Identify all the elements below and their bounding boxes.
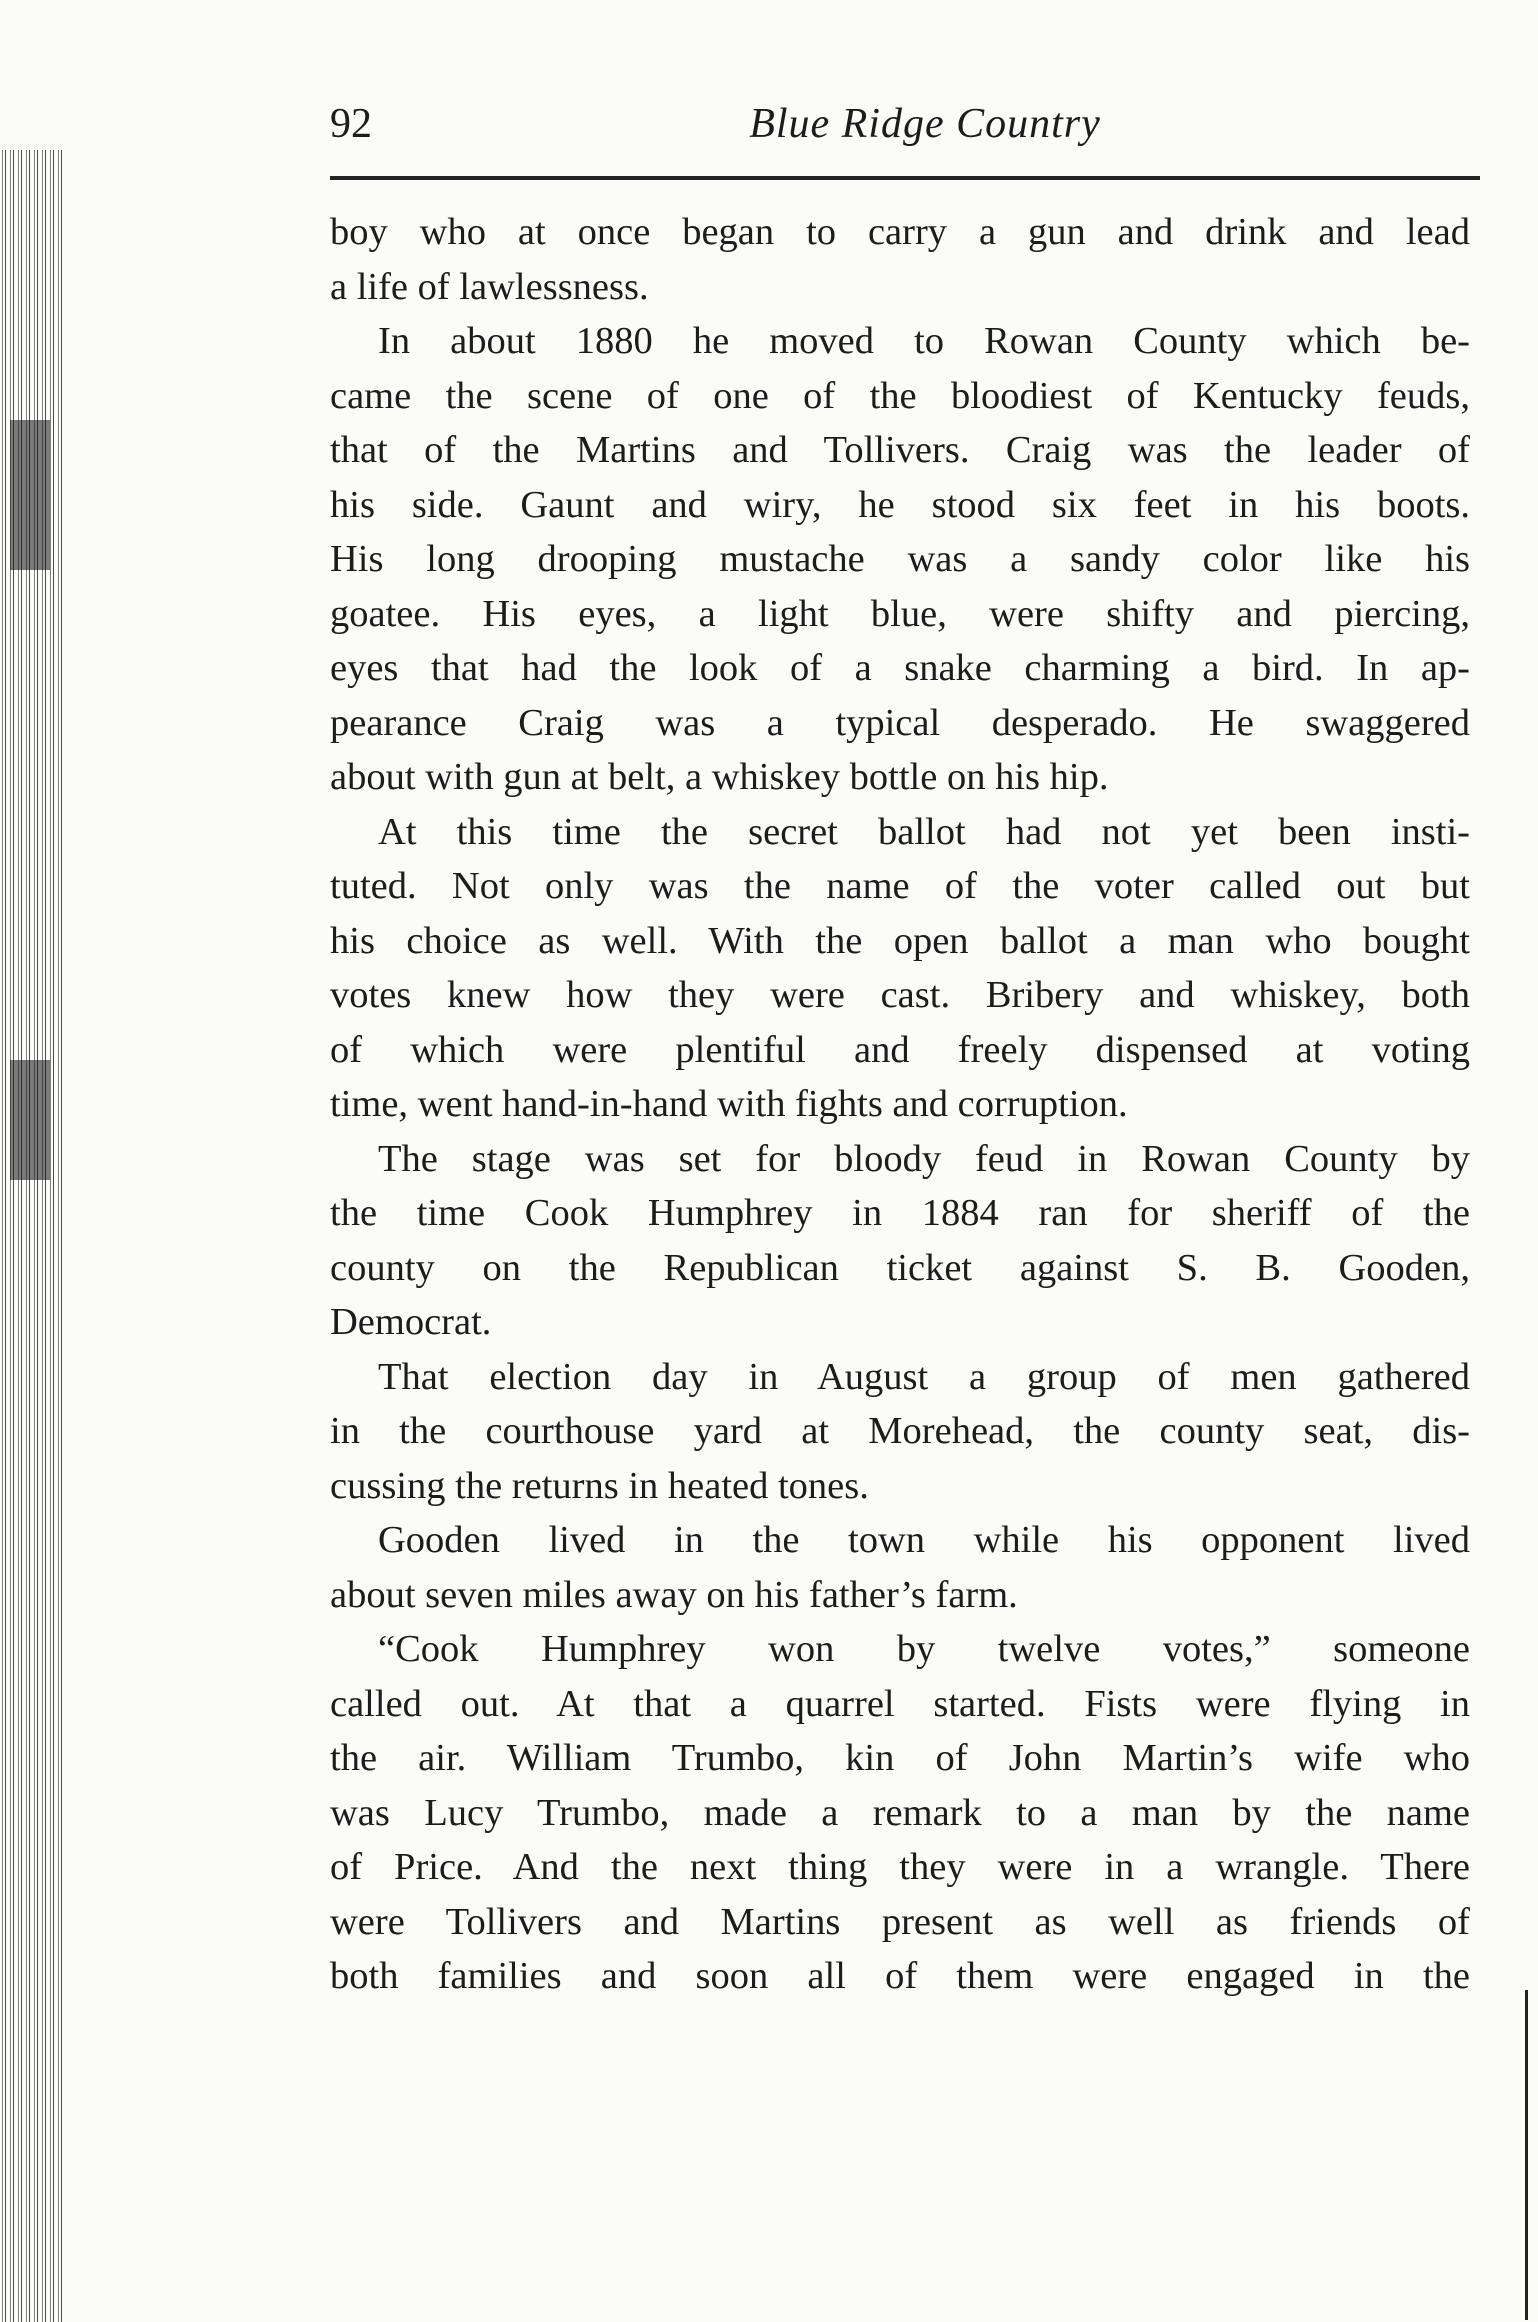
text-line: eyes that had the look of a snake charming a bird. In ap-	[330, 647, 1470, 689]
text-line: of which were plentiful and freely dispensed at voting	[330, 1028, 1470, 1071]
text-line: In about 1880 he moved to Rowan County which be-	[378, 320, 1470, 362]
text-line: boy who at once began to carry a gun and drink and lead	[330, 211, 1470, 253]
paragraph	[330, 1513, 1470, 1622]
text-line: his side. Gaunt and wiry, he stood six feet in his boots.	[330, 483, 1470, 526]
paragraph	[330, 805, 1470, 1132]
text-line: goatee. His eyes, a light blue, were shifty and piercing,	[330, 592, 1470, 635]
text-line: the air. William Trumbo, kin of John Martin’s wife who	[330, 1737, 1470, 1779]
text-line: both families and soon all of them were engaged in the	[330, 1955, 1470, 1997]
text-line: His long drooping mustache was a sandy color like his	[330, 538, 1470, 580]
text-line: called out. At that a quarrel started. Fists were flying in	[330, 1682, 1470, 1725]
text-line: came the scene of one of the bloodiest of Kentucky feuds,	[330, 374, 1470, 417]
paragraph	[330, 1132, 1470, 1350]
paragraph	[330, 1622, 1470, 2004]
text-line: At this time the secret ballot had not yet been insti-	[378, 810, 1470, 853]
text-line: the time Cook Humphrey in 1884 ran for sheriff of the	[330, 1192, 1470, 1234]
text-line: was Lucy Trumbo, made a remark to a man by the name	[330, 1791, 1470, 1834]
header-rule	[330, 176, 1480, 180]
text-line: of Price. And the next thing they were in a wrangle. There	[330, 1846, 1470, 1888]
text-line: votes knew how they were cast. Bribery and whiskey, both	[330, 974, 1470, 1016]
text-line: county on the Republican ticket against S. B. Gooden,	[330, 1246, 1470, 1289]
page-edge-mark	[1525, 1990, 1528, 2320]
text-line: time, went hand-in-hand with fights and corruption.	[330, 1083, 1128, 1125]
text-line: “Cook Humphrey won by twelve votes,” someone	[378, 1628, 1470, 1670]
body-text	[330, 205, 1470, 2004]
text-line: in the courthouse yard at Morehead, the county seat, dis-	[330, 1410, 1470, 1452]
text-line: were Tollivers and Martins present as well as friends of	[330, 1900, 1470, 1943]
paragraph	[330, 314, 1470, 805]
paragraph	[330, 205, 1470, 314]
text-line: that of the Martins and Tollivers. Craig was the leader of	[330, 429, 1470, 471]
text-line: pearance Craig was a typical desperado. He swaggered	[330, 701, 1470, 744]
text-line: Democrat.	[330, 1301, 492, 1343]
text-line: his choice as well. With the open ballot a man who bought	[330, 919, 1470, 962]
text-line: cussing the returns in heated tones.	[330, 1464, 869, 1507]
page-header	[330, 100, 1480, 160]
text-line: The stage was set for bloody feud in Rowan County by	[378, 1137, 1470, 1180]
running-title: Blue Ridge Country	[749, 101, 1101, 147]
binding-dark-mark	[10, 420, 50, 570]
text-line: a life of lawlessness.	[330, 265, 649, 308]
text-line: That election day in August a group of men gathered	[378, 1355, 1470, 1398]
text-line: about with gun at belt, a whiskey bottle on his hip.	[330, 756, 1109, 798]
page-number: 92	[330, 101, 372, 147]
text-line: tuted. Not only was the name of the voter called out but	[330, 865, 1470, 907]
text-line: about seven miles away on his father’s farm.	[330, 1573, 1018, 1616]
text-line: Gooden lived in the town while his opponent lived	[378, 1519, 1470, 1561]
paragraph	[330, 1350, 1470, 1514]
binding-dark-mark	[10, 1060, 50, 1180]
